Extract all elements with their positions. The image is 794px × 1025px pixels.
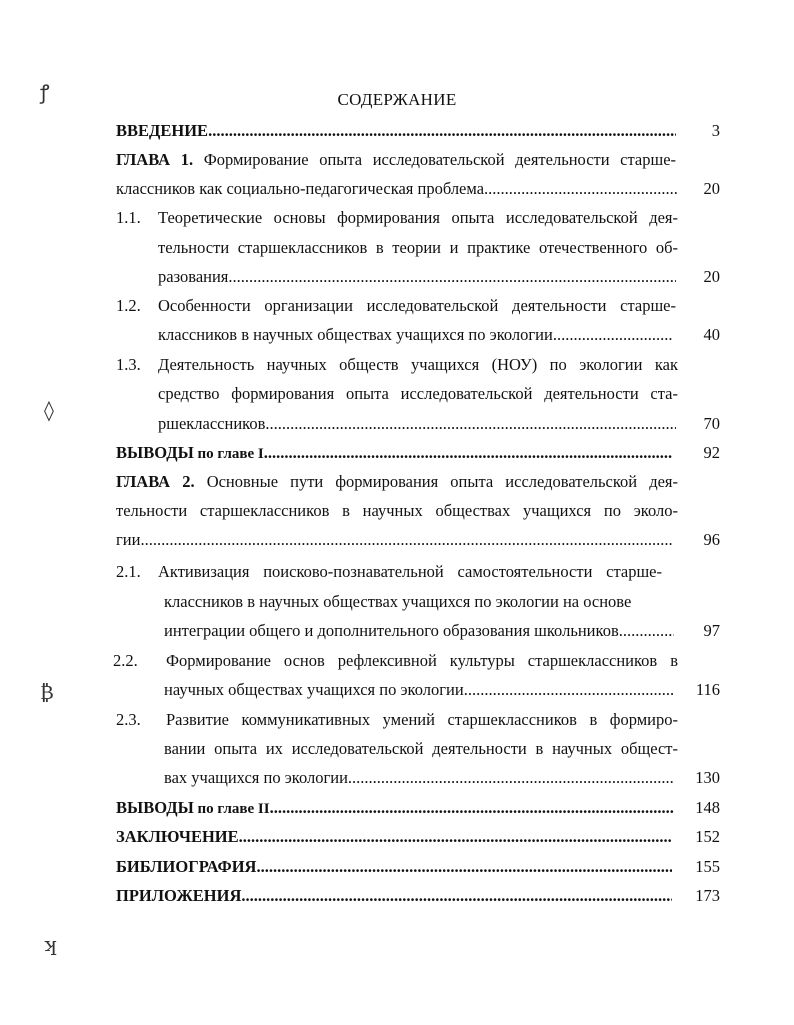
chapter-title-line: Основные пути формирования опыта исследовательской дея-	[206, 472, 678, 491]
toc-entry-label: ЗАКЛЮЧЕНИЕ	[116, 827, 239, 846]
toc-page-number: 155	[695, 857, 720, 876]
section-number: 2.2.	[113, 651, 138, 670]
section-title-line: научных обществах учащихся по экологии	[164, 680, 464, 699]
leader-dots	[239, 827, 672, 847]
section-title-line-last	[158, 325, 672, 345]
margin-handwritten-mark: ʞ	[44, 932, 57, 956]
toc-entry-section-1-3[interactable]: Деятельность научных обществ учащихся (НОУ) по экологии как	[158, 355, 678, 374]
toc-entry-appendix[interactable]	[116, 886, 672, 906]
leader-dots	[208, 121, 676, 141]
leader-dots	[241, 886, 672, 906]
section-title-line: вах учащихся по экологии	[164, 768, 348, 787]
section-number: 1.3.	[116, 355, 141, 374]
toc-title: СОДЕРЖАНИЕ	[337, 90, 457, 109]
toc-page-number: 130	[695, 768, 720, 787]
section-title-line: ршеклассников	[158, 414, 266, 433]
toc-page-number: 152	[695, 827, 720, 846]
leader-dots	[256, 857, 672, 877]
section-title-line: интеграции общего и дополнительного образования школьников	[164, 621, 619, 640]
leader-dots	[270, 798, 674, 819]
toc-page-number: 70	[703, 414, 720, 433]
toc-entry-section-1-2[interactable]: Особенности организации исследовательской деятельности старше-	[158, 296, 676, 315]
chapter-title-line-last	[116, 530, 672, 550]
toc-entry-chapter-2[interactable]	[116, 472, 678, 492]
margin-handwritten-mark: ꝭ	[40, 80, 50, 104]
toc-page-number: 116	[695, 680, 720, 699]
section-title-line-last	[164, 768, 674, 788]
leader-dots	[553, 325, 672, 345]
chapter-title-line: классников как социально-педагогическая проблема	[116, 179, 485, 198]
chapter-heading: ГЛАВА 2.	[116, 472, 195, 491]
toc-page-number: 97	[703, 621, 720, 640]
section-title-line: средство формирования опыта исследовательской деятельности ста-	[158, 384, 678, 403]
section-title-line-last	[164, 680, 674, 700]
chapter-heading: ГЛАВА 1.	[116, 150, 194, 169]
toc-entry-section-2-2[interactable]: Формирование основ рефлексивной культуры старшеклассников в	[166, 651, 678, 670]
toc-entry-chapter-1-cont	[116, 179, 678, 199]
leader-dots	[484, 179, 678, 199]
chapter-title-line: гии	[116, 530, 141, 549]
section-title-line-last	[158, 414, 676, 434]
section-title-line-last	[164, 621, 674, 641]
toc-entry-label: ВВЕДЕНИЕ	[116, 121, 209, 140]
section-title-line: тельности старшеклассников в теории и практике отечественного об-	[158, 238, 678, 257]
margin-handwritten-mark: ◊	[44, 398, 54, 422]
toc-page-number: 96	[703, 530, 720, 549]
leader-dots	[264, 443, 672, 464]
toc-entry-label: ВЫВОДЫ по главе I	[116, 443, 264, 462]
chapter-title-line: тельности старшеклассников в научных обществах учащихся по эколо-	[116, 501, 678, 520]
toc-entry-chapter-1[interactable]	[116, 150, 676, 170]
toc-page-number: 3	[711, 121, 720, 140]
leader-dots	[228, 267, 676, 287]
toc-page-number: 92	[703, 443, 720, 462]
toc-entry-label: ВЫВОДЫ по главе II	[116, 798, 270, 817]
toc-page-number: 148	[695, 798, 720, 817]
toc-page-number: 20	[703, 267, 720, 286]
toc-entry-label: ПРИЛОЖЕНИЯ	[116, 886, 242, 905]
section-number: 2.3.	[116, 710, 141, 729]
leader-dots	[619, 621, 674, 641]
chapter-title-line: Формирование опыта исследовательской деятельности старше-	[203, 150, 676, 169]
toc-entry-introduction[interactable]	[116, 121, 676, 141]
toc-page-number: 40	[703, 325, 720, 344]
toc-page-number: 20	[703, 179, 720, 198]
section-number: 1.2.	[116, 296, 141, 315]
section-title-line-last	[158, 267, 676, 287]
leader-dots	[265, 414, 676, 434]
section-title-line: разования	[158, 267, 229, 286]
toc-entry-label: БИБЛИОГРАФИЯ	[116, 857, 257, 876]
section-number: 1.1.	[116, 208, 141, 227]
toc-entry-conclusion[interactable]	[116, 827, 672, 847]
toc-entry-section-2-1[interactable]: Активизация поисково-познавательной самостоятельности старше-	[158, 562, 662, 581]
section-title-line: классников в научных обществах учащихся по экологии на основе	[164, 592, 632, 611]
leader-dots	[464, 680, 674, 700]
toc-entry-bibliography[interactable]	[116, 857, 672, 877]
toc-entry-section-1-1[interactable]: Теоретические основы формирования опыта исследовательской дея-	[158, 208, 678, 227]
toc-page-number: 173	[695, 886, 720, 905]
leader-dots	[348, 768, 674, 788]
section-title-line: классников в научных обществах учащихся по экологии	[158, 325, 553, 344]
section-title-line: вании опыта их исследовательской деятельности в научных общест-	[164, 739, 678, 758]
margin-handwritten-mark: ₿	[40, 680, 54, 704]
leader-dots	[140, 530, 672, 550]
section-number: 2.1.	[116, 562, 141, 581]
toc-entry-conclusions-1[interactable]	[116, 443, 672, 464]
toc-entry-section-2-3[interactable]: Развитие коммуникативных умений старшеклассников в формиро-	[166, 710, 678, 729]
toc-entry-conclusions-2[interactable]	[116, 798, 674, 819]
